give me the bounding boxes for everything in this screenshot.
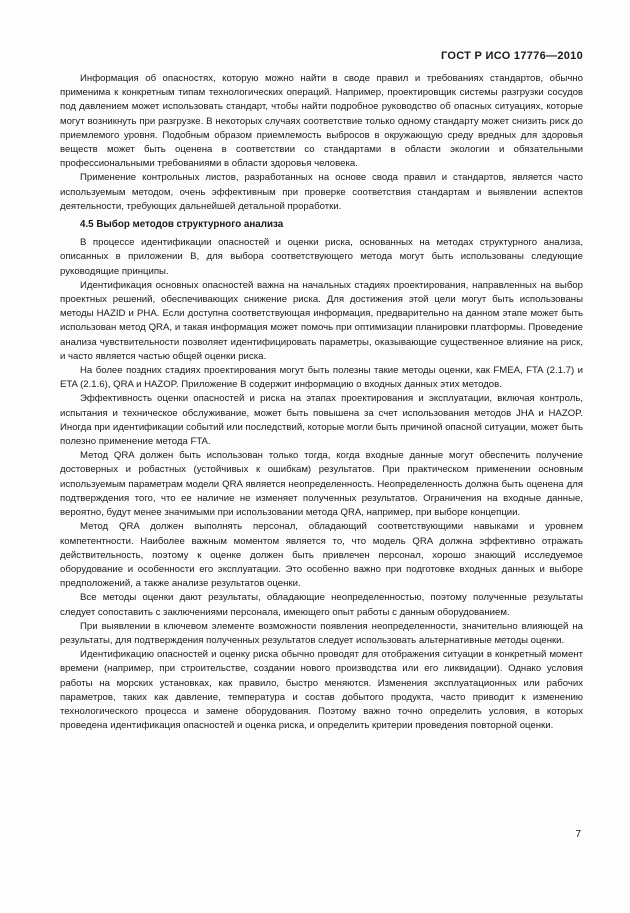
paragraph: Идентификация основных опасностей важна на начальных стадиях проектирования, направленных на выбор проектных решений, обеспечивающих снижение риска. Для достижения этой цели могут быть использованы методы HAZID и PHA. Если доступна соответствующая информация, предварительно на данном этапе может быть использован метод QRA, и такая информация может помочь при оптимизации планировки платформы. Проведение анализа чувствительности позволяет идентифицировать параметры, оказывающие существенное влияние на риск, и часто является частью общей оценки риска. <box>60 279 583 362</box>
page-number: 7 <box>575 829 581 840</box>
paragraph: Все методы оценки дают результаты, обладающие неопределенностью, поэтому полученные результаты следует сопоставить с заключениями персонала, имеющего опыт работы с данным оборудованием. <box>60 592 583 618</box>
document-body <box>60 72 583 733</box>
paragraph: Метод QRA должен быть использован только тогда, когда входные данные могут обеспечить получение достоверных и робастных (устойчивых к ошибкам) результатов. При практическом применении основным используемым параметрам модели QRA является неопределенность. Неопределенность должна быть оценена для подтверждения того, что ее наличие не изменяет полученных результатов. Ограничения на входные данные, вероятно, будут менее значимыми при использовании метода QRA, например, при выборе концепции. <box>60 450 583 519</box>
paragraph: Эффективность оценки опасностей и риска на этапах проектирования и эксплуатации, включая контроль, испытания и техническое обслуживание, может быть повышена за счет использования методов JHA и HAZOP. Иногда при идентификации событий или последствий, которые могли быть причиной опасной ситуации, может быть полезно применение метода FTA. <box>60 393 583 448</box>
standard-header: ГОСТ Р ИСО 17776—2010 <box>440 50 583 62</box>
paragraph: Применение контрольных листов, разработанных на основе свода правил и стандартов, является часто используемым методом, очень эффективным при проверке соответствия стандартам и выявлении аспектов деятельности, требующих дальнейшей детальной проработки. <box>60 172 583 212</box>
paragraph: На более поздних стадиях проектирования могут быть полезны такие методы оценки, как FMEA, FTA (2.1.7) и ETA (2.1.6), QRA и HAZOP. Приложение В содержит информацию о входных данных этих методов. <box>60 365 583 391</box>
paragraph: Метод QRA должен выполнять персонал, обладающий соответствующими навыками и уровнем компетентности. Наиболее важным моментом является то, что модель QRA должна эффективно отражать действительность, поэтому к оценке должен быть привлечен персонал, хорошо знающий исследуемое оборудование и особенности его эксплуатации. Это особенно важно при подготовке входных данных и выборе предположений, а также анализе результатов оценки. <box>60 521 583 590</box>
paragraph: Информация об опасностях, которую можно найти в своде правил и требованиях стандартов, обычно применима к конкретным типам технологических операций. Например, проектировщик системы разгрузки сосудов под давлением может использовать стандарт, чтобы найти подробное руководство об опасных ситуациях, которые могут возникнуть при разгрузке. В некоторых случаях соответствие только одному стандарту может снизить риск до приемлемого уровня. Подобным образом приемлемость выбросов в окружающую среду вредных для здоровья веществ может быть оценена в соответствии со стандартами в области экологии и обязательными профессиональными требованиями в области здоровья человека. <box>60 73 583 170</box>
paragraph: При выявлении в ключевом элементе возможности появления неопределенности, значительно влияющей на результаты, для подтверждения полученных результатов следует использовать альтернативные методы оценки. <box>60 620 583 646</box>
section-heading: 4.5 Выбор методов структурного анализа <box>80 219 284 231</box>
paragraph: В процессе идентификации опасностей и оценки риска, основанных на методах структурного анализа, описанных в приложении В, для выбора соответствующего метода могут быть использованы следующие руководящие принципы. <box>60 237 583 277</box>
paragraph: Идентификацию опасностей и оценку риска обычно проводят для отображения ситуации в конкретный момент времени (например, при строительстве, создании нового производства или его ликвидации). Однако условия работы на морских установках, как правило, быстро меняются. Изменения эксплуатационных или рабочих параметров, таких как давление, температура и состав добытого продукта, часто приводит к изменению технологического процесса и замене оборудования. Поэтому важно точно определить условия, в которых проведена идентификация опасностей и оценка риска, и определить критерии проведения повторной оценки. <box>60 649 583 732</box>
